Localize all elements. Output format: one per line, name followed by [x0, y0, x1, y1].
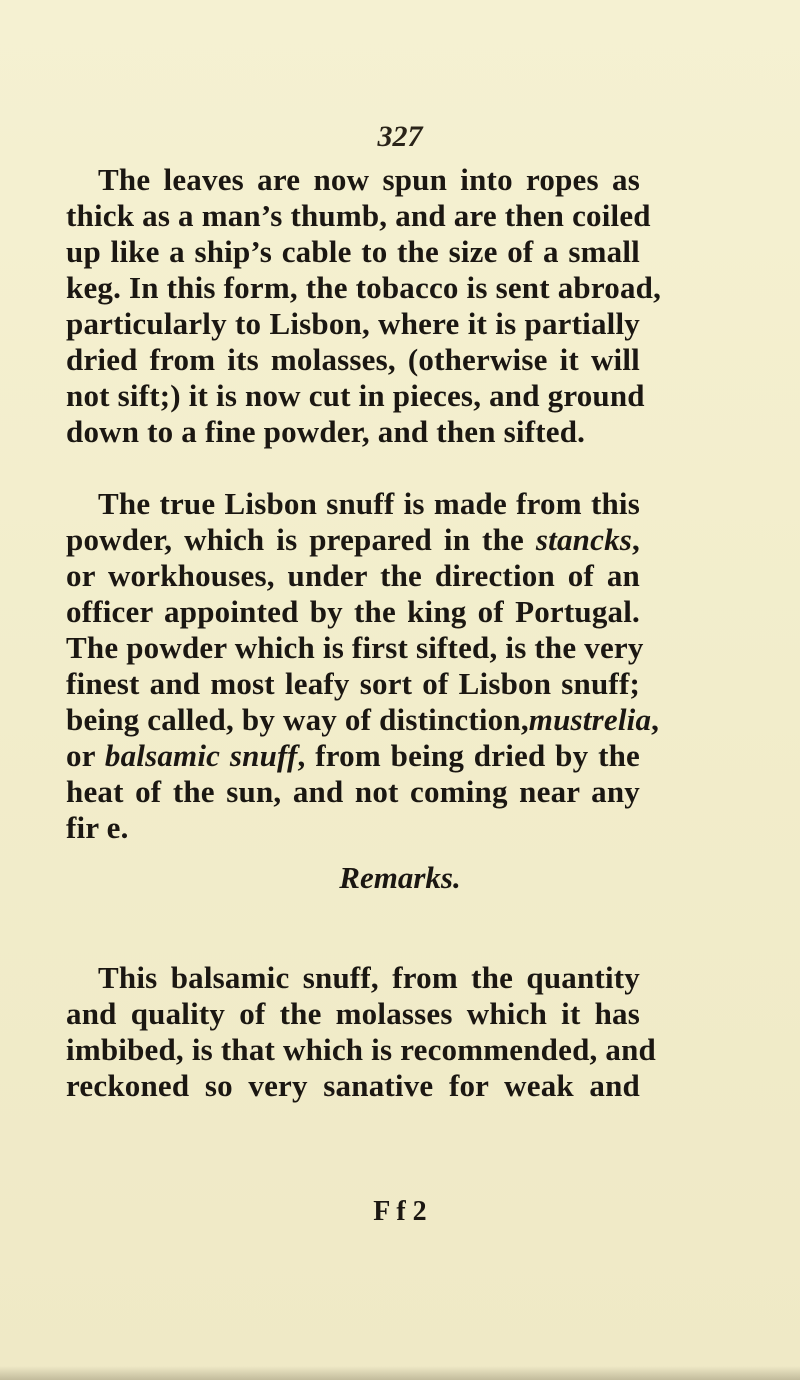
text-line: thick as a man’s thumb, and are then coiled — [66, 198, 651, 233]
page-edge-shadow — [0, 1366, 800, 1380]
text-line — [66, 522, 640, 558]
text-line — [66, 738, 640, 774]
text-span: being called, by way of distinction, — [66, 702, 529, 737]
text-line: fir e. — [66, 810, 129, 845]
text-line: The leaves are now spun into ropes as — [98, 162, 640, 197]
text-span: or — [66, 738, 105, 773]
italic-term-balsamic-snuff: balsamic snuff — [104, 738, 298, 773]
text-line: keg. In this form, the tobacco is sent abroad, — [66, 270, 662, 305]
text-span: , — [651, 702, 660, 737]
text-line: or workhouses, under the direction of an — [66, 558, 640, 593]
text-span: , from being dried by the — [297, 738, 640, 773]
italic-term-stancks: stancks — [535, 522, 633, 557]
text-line: down to a fine powder, and then sifted. — [66, 414, 586, 449]
text-line — [66, 702, 660, 738]
text-line: finest and most leafy sort of Lisbon snuff; — [66, 666, 640, 701]
text-line: and quality of the molasses which it has — [66, 996, 640, 1031]
paragraph-2 — [66, 486, 660, 846]
paragraph-3 — [66, 960, 656, 1104]
text-line: imbibed, is that which is recommended, and — [66, 1032, 656, 1067]
text-line: reckoned so very sanative for weak and — [66, 1068, 640, 1103]
text-line: dried from its molasses, (otherwise it will — [66, 342, 640, 377]
text-line: The true Lisbon snuff is made from this — [98, 486, 640, 521]
text-line: not sift;) it is now cut in pieces, and ground — [66, 378, 645, 413]
italic-term-mustrelia: mustrelia — [528, 702, 652, 737]
section-heading: Remarks. — [339, 860, 461, 895]
text-span: , — [632, 522, 640, 557]
text-line: heat of the sun, and not coming near any — [66, 774, 640, 809]
text-line: This balsamic snuff, from the quantity — [98, 960, 640, 995]
text-line: The powder which is first sifted, is the very — [66, 630, 644, 665]
text-line: up like a ship’s cable to the size of a small — [66, 234, 640, 269]
text-line: particularly to Lisbon, where it is partially — [66, 306, 640, 341]
page-number: 327 — [377, 120, 423, 153]
text-span: powder, which is prepared in the — [66, 522, 536, 557]
text-line: officer appointed by the king of Portugal. — [66, 594, 640, 629]
signature-mark: F f 2 — [373, 1196, 427, 1227]
paragraph-1 — [66, 162, 662, 450]
